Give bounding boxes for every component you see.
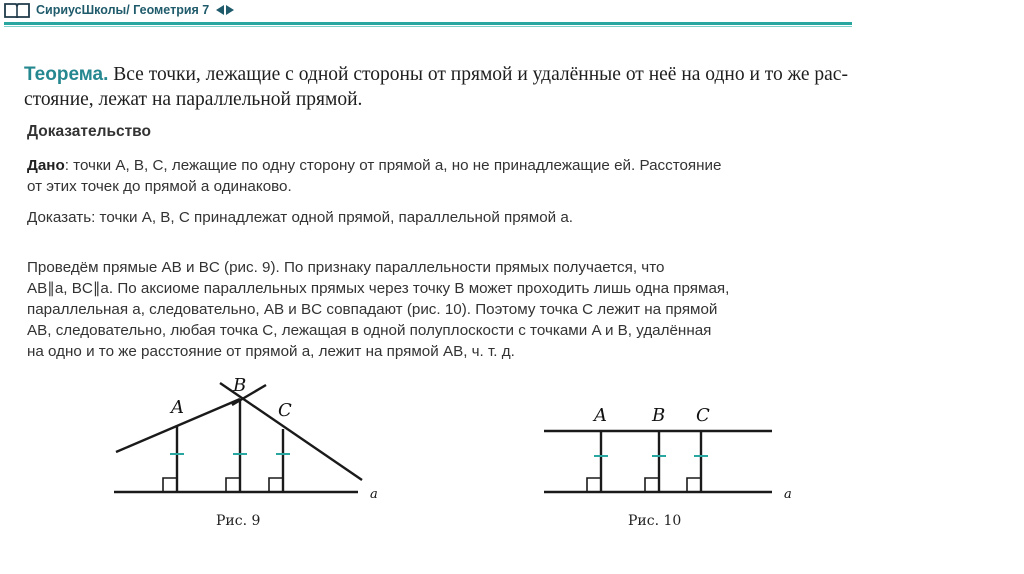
figure-9 <box>108 372 398 537</box>
label-line-a: a <box>784 487 792 502</box>
given-paragraph <box>27 155 887 197</box>
label-c: C <box>696 405 710 426</box>
theorem-text-line1: Все точки, лежащие с одной стороны от прямой и удалённые от неё на одно и то же рас- <box>113 64 848 85</box>
body-line4: AB, следовательно, любая точка C, лежащая в одной полуплоскости с точками A и B, удалённая <box>27 322 712 339</box>
course-title: СириусШколы/ Геометрия 7 <box>36 3 210 17</box>
label-b: B <box>233 375 247 396</box>
prove-paragraph <box>27 207 887 228</box>
header-divider <box>4 22 852 25</box>
right-angle-c <box>687 478 701 492</box>
right-angle-a <box>163 478 177 492</box>
body-line2: AB∥a, BC∥a. По аксиоме параллельных прямых через точку B может проходить лишь одна прямая, <box>27 280 730 297</box>
body-line5: на одно и то же расстояние от прямой a, лежит на прямой AB, ч. т. д. <box>27 343 515 360</box>
header-divider-light <box>4 26 852 27</box>
arrow-right-icon[interactable] <box>226 5 234 15</box>
theorem-text-line2: стояние, лежат на параллельной прямой. <box>24 89 363 110</box>
body-line3: параллельная a, следовательно, AB и BC совпадают (рис. 10). Поэтому точка C лежит на прямой <box>27 301 718 318</box>
book-icon <box>4 2 30 18</box>
right-angle-a <box>587 478 601 492</box>
caption-fig10: Рис. 10 <box>628 513 682 529</box>
given-label: Дано <box>27 157 65 174</box>
body-line1: Проведём прямые AB и BC (рис. 9). По признаку параллельности прямых получается, что <box>27 259 665 276</box>
theorem-label: Теорема. <box>24 64 109 85</box>
given-line2: от этих точек до прямой a одинаково. <box>27 178 292 195</box>
right-angle-c <box>269 478 283 492</box>
nav-arrows[interactable] <box>215 4 235 16</box>
given-line1: : точки A, B, C, лежащие по одну сторону от прямой a, но не принадлежащие ей. Расстояние <box>64 157 722 174</box>
label-b: B <box>652 405 666 426</box>
label-line-a: a <box>370 487 378 502</box>
header-bar <box>0 0 1024 26</box>
label-a: A <box>171 397 184 418</box>
proof-body <box>27 257 887 362</box>
proof-heading: Доказательство <box>27 123 151 140</box>
figure-10 <box>540 372 820 537</box>
right-angle-b <box>645 478 659 492</box>
label-a: A <box>594 405 607 426</box>
theorem-statement <box>24 62 1009 112</box>
line-bc <box>220 383 362 480</box>
label-c: C <box>278 400 292 421</box>
caption-fig9: Рис. 9 <box>216 513 261 529</box>
arrow-left-icon[interactable] <box>216 5 224 15</box>
prove-line: Доказать: точки A, B, C принадлежат одной прямой, параллельной прямой a. <box>27 209 574 226</box>
right-angle-b <box>226 478 240 492</box>
